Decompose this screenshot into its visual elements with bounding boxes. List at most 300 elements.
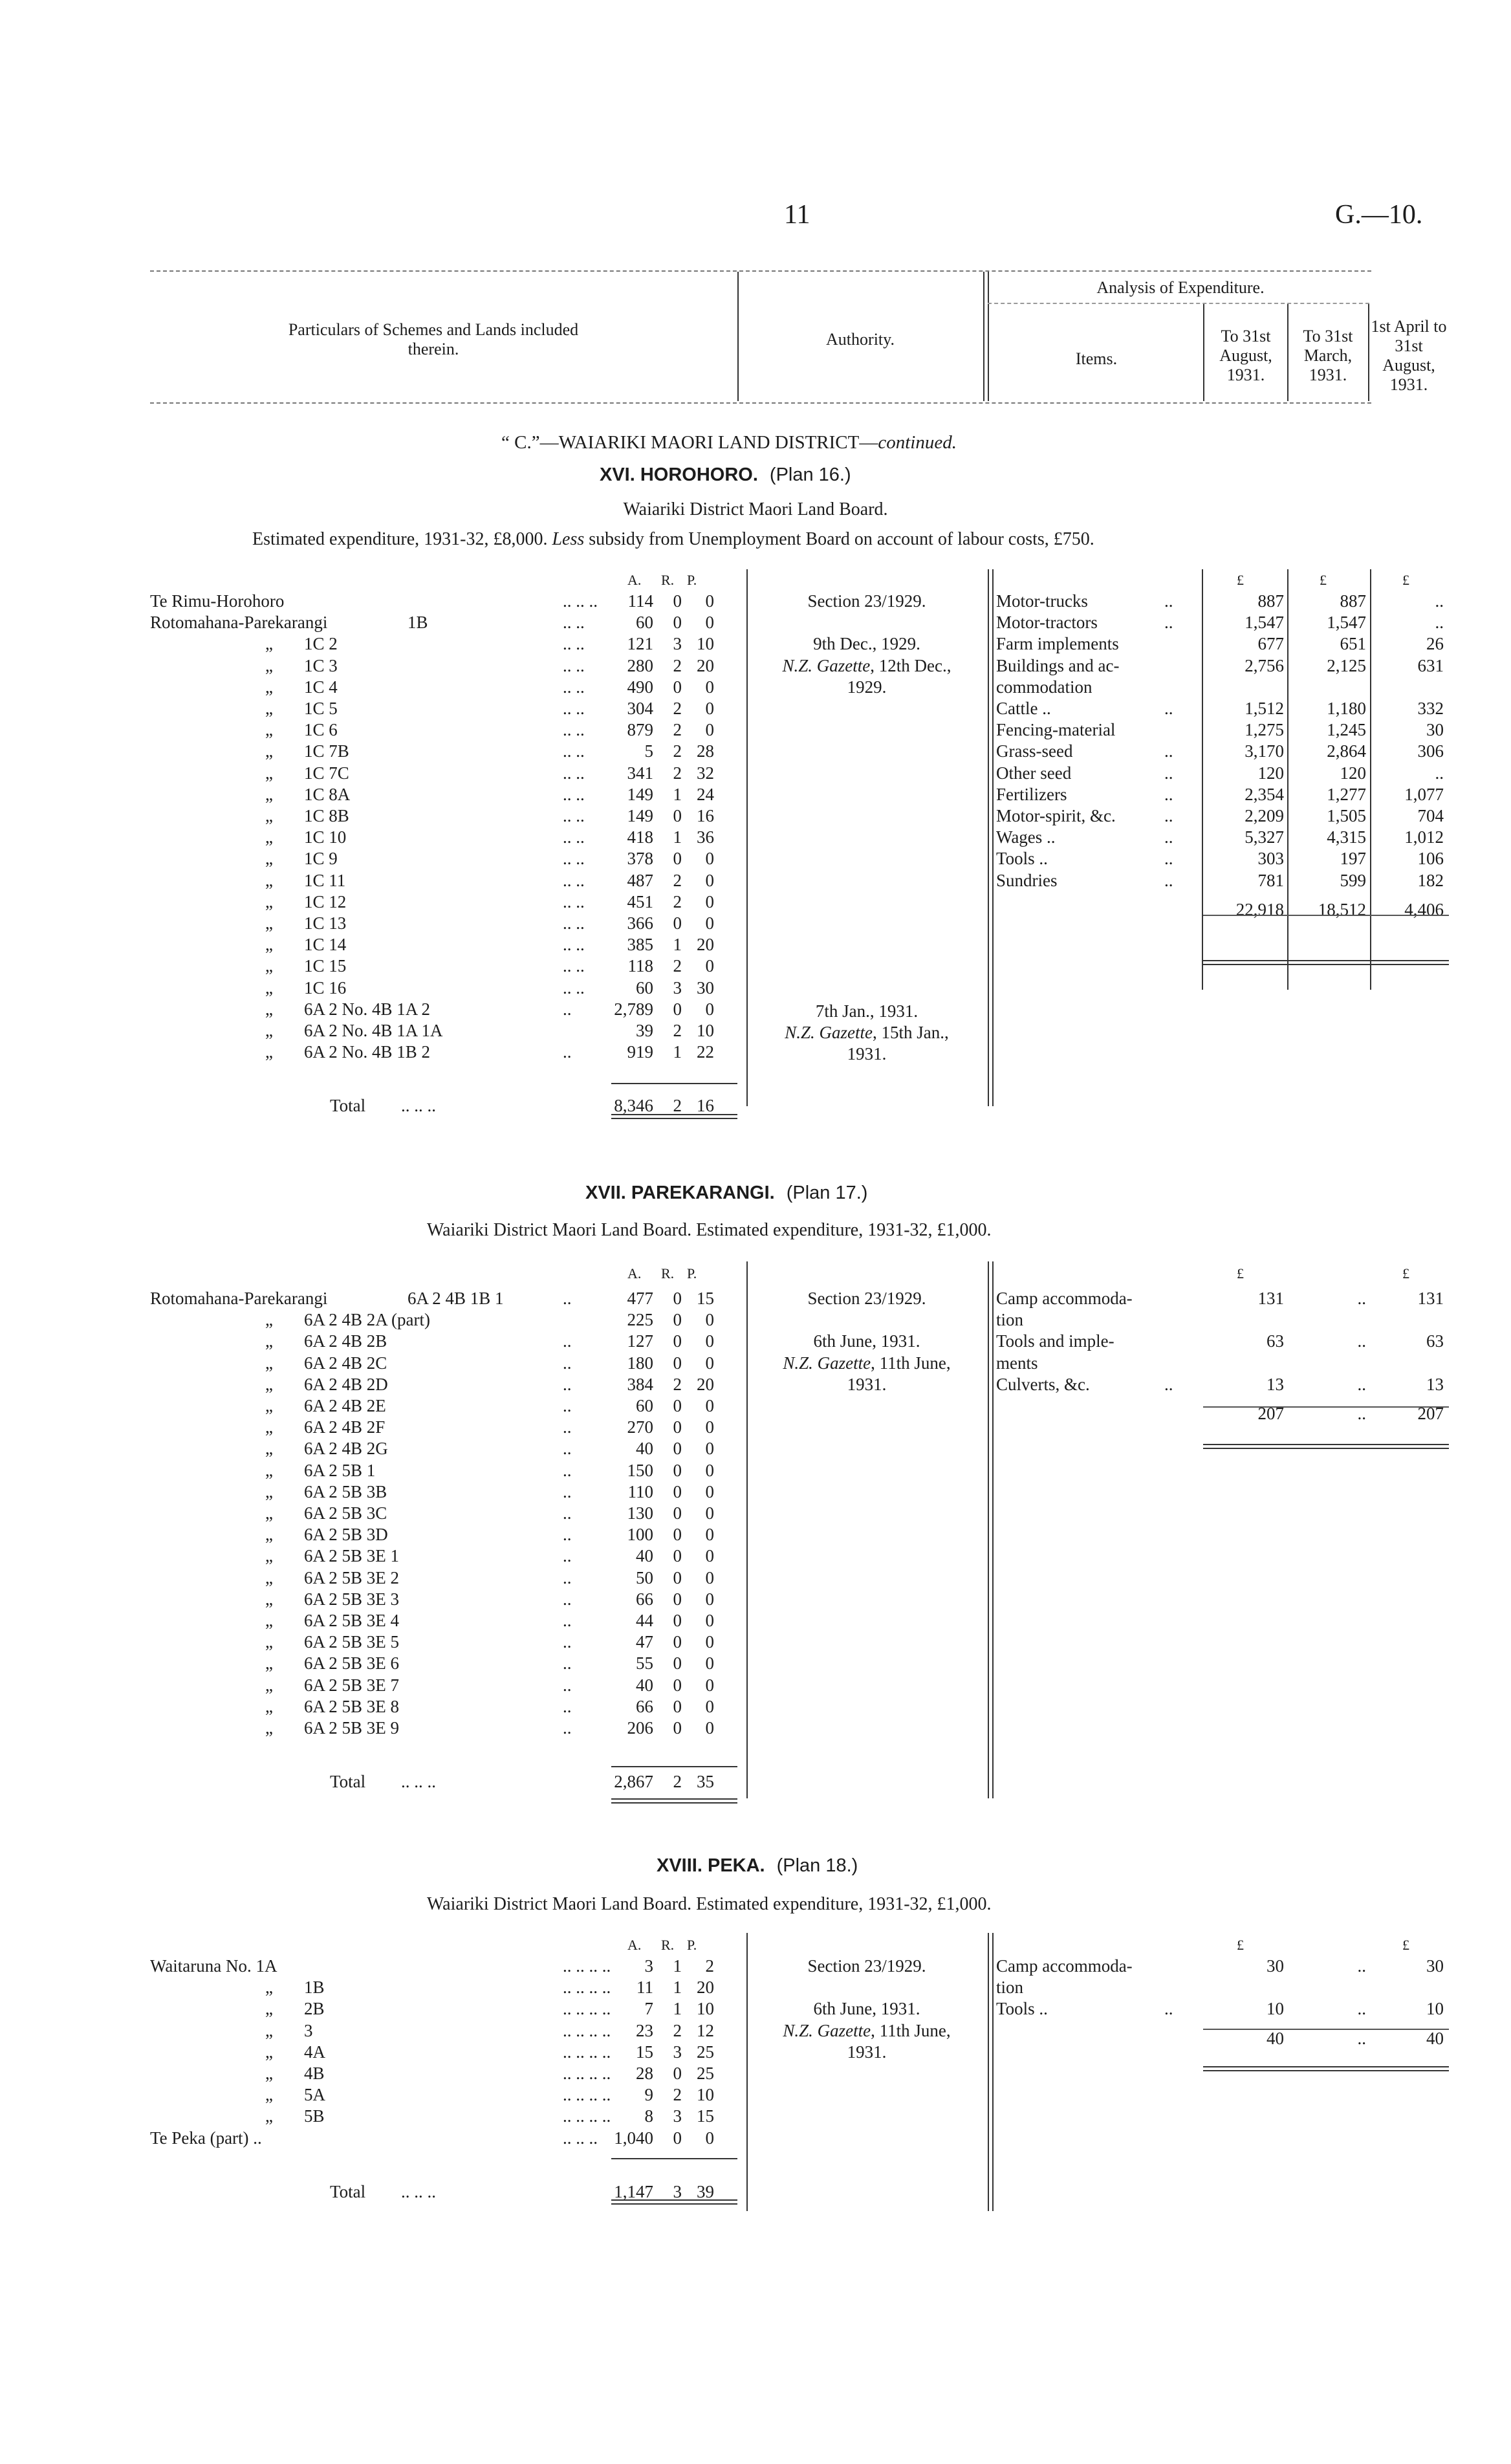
roods: 0	[673, 1611, 682, 1630]
amount-to-31st-march: ..	[1357, 1331, 1366, 1351]
perches: 0	[705, 2128, 714, 2148]
perches: 0	[705, 1718, 714, 1738]
land-row	[0, 1502, 1511, 1524]
land-dots: .. .. ..	[563, 2128, 598, 2148]
amount-to-31st-august: 2,756	[1245, 655, 1284, 675]
authority-text: N.Z. Gazette, 12th Dec.,	[782, 655, 951, 675]
land-dots: .. ..	[563, 763, 585, 783]
land-subdivision: 6A 2 No. 4B 1A 1A	[304, 1021, 443, 1040]
acres: 270	[627, 1417, 653, 1437]
acres: 5	[644, 741, 653, 761]
land-subdivision: 1C 4	[304, 677, 338, 697]
authority-text: N.Z. Gazette, 11th June,	[783, 1353, 951, 1373]
amount-1st-april: 63	[1426, 1331, 1444, 1351]
land-subdivision: 6A 2 5B 3E 8	[304, 1696, 400, 1716]
amount-1st-april: 1,077	[1404, 784, 1444, 804]
land-dots: .. ..	[563, 741, 585, 761]
acres: 1,147	[614, 2181, 653, 2201]
land-name: „	[265, 763, 273, 783]
item-dots: ..	[1164, 784, 1173, 804]
item-label: Fencing-material	[996, 720, 1116, 740]
perches: 0	[705, 1589, 714, 1609]
total-label: Total	[330, 2181, 366, 2201]
acres: 385	[627, 935, 653, 955]
roods: 2	[673, 2085, 682, 2105]
land-row	[0, 2105, 1511, 2127]
land-subdivision: 6A 2 5B 3B	[304, 1481, 387, 1501]
land-dots: ..	[563, 1718, 572, 1738]
land-subdivision: 6A 2 5B 3E 4	[304, 1611, 400, 1630]
amount-to-31st-august: 30	[1266, 1956, 1284, 1976]
land-name: „	[265, 1481, 273, 1501]
perches: 39	[697, 2181, 714, 2201]
land-name: „	[265, 1374, 273, 1394]
header-analysis: Analysis of Expenditure.	[1096, 278, 1265, 297]
land-dots: .. ..	[563, 870, 585, 890]
amount-to-31st-august: 3,170	[1245, 741, 1284, 761]
land-subdivision: 1C 7C	[304, 763, 349, 783]
roods: 3	[673, 2042, 682, 2062]
land-row	[0, 1523, 1511, 1545]
item-dots: ..	[1164, 741, 1173, 761]
currency-label: £	[1237, 1265, 1244, 1281]
roods: 0	[673, 2064, 682, 2083]
land-dots: ..	[563, 1632, 572, 1652]
amount-to-31st-march: 1,180	[1327, 699, 1366, 718]
unit-label: A.	[627, 1937, 642, 1953]
amount-to-31st-march: ..	[1357, 1956, 1366, 1976]
total-1st-april: 207	[1417, 1404, 1444, 1423]
land-dots: ..	[563, 1042, 572, 1062]
amount-to-31st-march: 599	[1340, 870, 1366, 890]
amount-to-31st-august: 5,327	[1245, 827, 1284, 847]
amount-1st-april: 1,012	[1404, 827, 1444, 847]
acres: 40	[636, 1675, 653, 1695]
acres: 366	[627, 913, 653, 933]
land-name: „	[265, 1546, 273, 1566]
land-name: „	[265, 1675, 273, 1695]
land-dots: ..	[563, 1353, 572, 1373]
perches: 25	[697, 2064, 714, 2083]
land-subdivision: 3	[304, 2020, 313, 2040]
authority-line	[0, 1021, 1511, 1043]
expenditure-item	[0, 783, 1511, 805]
roods: 2	[673, 763, 682, 783]
perches: 0	[705, 1653, 714, 1674]
total-to-31st-august: 22,918	[1235, 899, 1284, 919]
item-label: ments	[996, 1353, 1038, 1373]
amount-1st-april: 106	[1417, 849, 1444, 869]
land-dots: ..	[563, 999, 572, 1019]
roods: 0	[673, 1696, 682, 1716]
land-row	[0, 1674, 1511, 1696]
land-subdivision: 6A 2 5B 3E 9	[304, 1718, 400, 1738]
total-1st-april: 4,406	[1404, 899, 1444, 919]
acres: 418	[627, 827, 653, 847]
land-subdivision: 4A	[304, 2042, 325, 2062]
land-name: „	[265, 849, 273, 869]
expenditure-item	[0, 611, 1511, 633]
land-subdivision: 1C 12	[304, 891, 347, 911]
total-dots: .. .. ..	[401, 1772, 436, 1792]
land-subdivision: 6A 2 No. 4B 1A 2	[304, 999, 431, 1019]
land-subdivision: 1C 8A	[304, 784, 351, 804]
land-dots: .. .. .. ..	[563, 2020, 611, 2040]
gazette-name: N.Z. Gazette	[783, 2020, 871, 2040]
item-label: tion	[996, 1978, 1024, 1998]
land-subdivision: 6A 2 4B 2G	[304, 1439, 388, 1459]
land-name: „	[265, 1396, 273, 1415]
total-dots: .. .. ..	[401, 1096, 436, 1116]
total-row	[0, 1095, 1511, 1117]
perches: 0	[705, 591, 714, 611]
land-name: „	[265, 1310, 273, 1330]
amount-to-31st-august: 1,512	[1245, 699, 1284, 718]
land-row	[0, 1481, 1511, 1503]
perches: 28	[697, 741, 714, 761]
amount-to-31st-august: 131	[1257, 1289, 1284, 1308]
roods: 0	[673, 1396, 682, 1415]
amount-1st-april: ..	[1435, 763, 1444, 783]
land-subdivision: 1C 14	[304, 935, 347, 955]
perches: 0	[705, 1632, 714, 1652]
item-label: Motor-spirit, &c.	[996, 806, 1116, 825]
expenditure-item	[0, 676, 1511, 698]
amount-to-31st-march: 1,245	[1327, 720, 1366, 740]
land-name: „	[265, 956, 273, 976]
header-items: Items.	[1075, 349, 1118, 368]
land-dots: ..	[563, 1696, 572, 1716]
perches: 0	[705, 1546, 714, 1566]
total-dots: .. .. ..	[401, 2181, 436, 2201]
section-title: XVI. HOROHORO.	[600, 464, 758, 485]
perches: 10	[697, 1021, 714, 1040]
land-name: „	[265, 827, 273, 847]
roods: 2	[673, 1021, 682, 1040]
land-subdivision: 4B	[304, 2064, 325, 2083]
amount-to-31st-march: ..	[1357, 1374, 1366, 1394]
acres: 8	[644, 2106, 653, 2126]
acres: 100	[627, 1525, 653, 1545]
land-name: „	[265, 977, 273, 998]
gazette-name: N.Z. Gazette	[785, 1023, 873, 1043]
total-to-31st-march: 18,512	[1318, 899, 1366, 919]
land-row	[0, 1567, 1511, 1589]
land-dots: .. .. .. ..	[563, 1978, 611, 1998]
page-number: 11	[784, 200, 810, 230]
land-subdivision: 6A 2 4B 2B	[304, 1331, 387, 1351]
expenditure-total	[0, 899, 1511, 921]
expenditure-item	[0, 1330, 1511, 1352]
land-dots: .. .. .. ..	[563, 2106, 611, 2126]
acres: 384	[627, 1374, 653, 1394]
perches: 35	[697, 1772, 714, 1792]
unit-label: A.	[627, 1265, 642, 1281]
perches: 0	[705, 999, 714, 1019]
currency-label: £	[1320, 572, 1327, 588]
land-dots: .. ..	[563, 613, 585, 633]
header-to-31st-march: To 31st March, 1931.	[1303, 327, 1353, 384]
land-dots: ..	[563, 1481, 572, 1501]
roods: 2	[673, 1374, 682, 1394]
item-label: commodation	[996, 677, 1092, 697]
acres: 60	[636, 977, 653, 998]
item-label: Camp accommoda-	[996, 1289, 1133, 1308]
land-name: „	[265, 2106, 273, 2126]
perches: 0	[705, 1503, 714, 1523]
acres: 304	[627, 699, 653, 718]
item-dots: ..	[1164, 613, 1173, 633]
land-name: „	[265, 1611, 273, 1630]
expenditure-item	[0, 1287, 1511, 1309]
authority-line	[0, 1000, 1511, 1022]
land-dots: ..	[563, 1567, 572, 1587]
item-label: Culverts, &c.	[996, 1374, 1090, 1394]
total-to-31st-august: 207	[1257, 1404, 1284, 1423]
land-name: Rotomahana-Parekarangi	[150, 613, 328, 633]
perches: 36	[697, 827, 714, 847]
perches: 0	[705, 613, 714, 633]
perches: 0	[705, 1353, 714, 1373]
item-dots: ..	[1164, 827, 1173, 847]
total-label: Total	[330, 1096, 366, 1116]
acres: 23	[636, 2020, 653, 2040]
board-estimate: Waiariki District Maori Land Board. Estimated expenditure, 1931-32, £1,000.	[427, 1220, 992, 1240]
acres: 180	[627, 1353, 653, 1373]
land-name: Te Peka (part) ..	[150, 2128, 262, 2148]
roods: 2	[673, 1772, 682, 1792]
item-dots: ..	[1164, 806, 1173, 825]
perches: 0	[705, 1567, 714, 1587]
total-to-31st-august: 40	[1266, 2028, 1284, 2048]
acres: 378	[627, 849, 653, 869]
acres: 3	[644, 1956, 653, 1976]
amount-to-31st-august: 10	[1266, 1999, 1284, 2019]
amount-to-31st-march: 197	[1340, 849, 1366, 869]
roods: 0	[673, 1417, 682, 1437]
land-subdivision: 6A 2 4B 2D	[304, 1374, 388, 1394]
roods: 1	[673, 1999, 682, 2019]
land-dots: ..	[563, 1374, 572, 1394]
acres: 28	[636, 2064, 653, 2083]
perches: 0	[705, 1525, 714, 1545]
plan-ref: (Plan 18.)	[776, 1855, 858, 1876]
roods: 3	[673, 977, 682, 998]
section-title: XVII. PAREKARANGI.	[585, 1183, 775, 1203]
roods: 0	[673, 1353, 682, 1373]
roods: 0	[673, 1567, 682, 1587]
amount-1st-april: ..	[1435, 613, 1444, 633]
acres: 2,789	[614, 999, 653, 1019]
roods: 0	[673, 1546, 682, 1566]
land-name: Waitaruna No. 1A	[150, 1956, 277, 1976]
currency-label: £	[1402, 1937, 1409, 1953]
land-subdivision: 6A 2 5B 3E 2	[304, 1567, 400, 1587]
authority-text: 1929.	[847, 677, 887, 697]
unit-label: P.	[687, 1937, 697, 1953]
land-subdivision: 1C 2	[304, 634, 338, 654]
roods: 2	[673, 1096, 682, 1116]
land-dots: ..	[563, 1675, 572, 1695]
land-subdivision: 2B	[304, 1999, 325, 2019]
expenditure-item	[0, 1352, 1511, 1374]
district-title: “ C.”—WAIARIKI MAORI LAND DISTRICT—continued.	[501, 432, 957, 453]
item-label: Motor-tractors	[996, 613, 1098, 633]
acres: 60	[636, 613, 653, 633]
perches: 10	[697, 2085, 714, 2105]
roods: 3	[673, 2106, 682, 2126]
acres: 341	[627, 763, 653, 783]
land-row	[0, 977, 1511, 999]
perches: 0	[705, 1396, 714, 1415]
roods: 0	[673, 591, 682, 611]
item-dots: ..	[1164, 763, 1173, 783]
amount-1st-april: 30	[1426, 1956, 1444, 1976]
land-name: „	[265, 1503, 273, 1523]
amount-1st-april: 332	[1417, 699, 1444, 718]
roods: 2	[673, 870, 682, 890]
roods: 0	[673, 613, 682, 633]
board-name: Waiariki District Maori Land Board.	[623, 499, 888, 519]
land-name: „	[265, 999, 273, 1019]
acres: 40	[636, 1546, 653, 1566]
acres: 451	[627, 891, 653, 911]
roods: 0	[673, 1718, 682, 1738]
units-row	[0, 1265, 1511, 1287]
perches: 10	[697, 1999, 714, 2019]
perches: 0	[705, 1417, 714, 1437]
acres: 7	[644, 1999, 653, 2019]
land-dots: ..	[563, 1653, 572, 1674]
land-name: „	[265, 2042, 273, 2062]
roods: 0	[673, 1460, 682, 1480]
acres: 490	[627, 677, 653, 697]
land-name: „	[265, 784, 273, 804]
land-name: „	[265, 870, 273, 890]
land-subdivision: 1C 7B	[304, 741, 349, 761]
land-dots: .. ..	[563, 634, 585, 654]
acres: 66	[636, 1589, 653, 1609]
acres: 149	[627, 784, 653, 804]
land-name: „	[265, 1567, 273, 1587]
land-dots: .. ..	[563, 849, 585, 869]
roods: 0	[673, 1589, 682, 1609]
land-dots: .. .. .. ..	[563, 1956, 611, 1976]
roods: 0	[673, 1331, 682, 1351]
acres: 11	[636, 1978, 653, 1998]
item-label: Tools and imple-	[996, 1331, 1114, 1351]
expenditure-item	[0, 1998, 1511, 2020]
roods: 0	[673, 1653, 682, 1674]
item-label: Tools ..	[996, 849, 1048, 869]
amount-to-31st-august: 1,275	[1245, 720, 1284, 740]
plan-ref: (Plan 17.)	[786, 1183, 868, 1203]
amount-1st-april: 131	[1417, 1289, 1444, 1308]
land-name: „	[265, 1417, 273, 1437]
perches: 0	[705, 720, 714, 740]
land-subdivision: 1C 3	[304, 655, 338, 675]
perches: 20	[697, 935, 714, 955]
item-dots: ..	[1164, 849, 1173, 869]
item-label: Sundries	[996, 870, 1058, 890]
perches: 0	[705, 699, 714, 718]
amount-to-31st-march: 4,315	[1327, 827, 1366, 847]
acres: 127	[627, 1331, 653, 1351]
land-subdivision: 6A 2 4B 2E	[304, 1396, 386, 1415]
acres: 50	[636, 1567, 653, 1587]
acres: 477	[627, 1289, 653, 1308]
unit-label: R.	[661, 1265, 675, 1281]
total-row	[0, 2181, 1511, 2203]
roods: 0	[673, 913, 682, 933]
perches: 10	[697, 634, 714, 654]
land-dots: ..	[563, 1546, 572, 1566]
expenditure-total	[0, 2027, 1511, 2049]
amount-to-31st-august: 2,209	[1245, 806, 1284, 825]
roods: 2	[673, 956, 682, 976]
amount-to-31st-march: 2,864	[1327, 741, 1366, 761]
item-label: Cattle ..	[996, 699, 1051, 718]
land-name: „	[265, 806, 273, 825]
amount-1st-april: 30	[1426, 720, 1444, 740]
land-name: „	[265, 677, 273, 697]
amount-to-31st-august: 303	[1257, 849, 1284, 869]
land-row	[0, 1695, 1511, 1717]
roods: 2	[673, 655, 682, 675]
expenditure-item	[0, 590, 1511, 612]
acres: 60	[636, 1396, 653, 1415]
total-1st-april: 40	[1426, 2028, 1444, 2048]
roods: 2	[673, 699, 682, 718]
land-subdivision: 1C 16	[304, 977, 347, 998]
amount-to-31st-august: 120	[1257, 763, 1284, 783]
land-row	[0, 1652, 1511, 1674]
header-to-31st-august: To 31st August, 1931.	[1219, 327, 1272, 384]
land-dots: ..	[563, 1503, 572, 1523]
amount-to-31st-march: 120	[1340, 763, 1366, 783]
roods: 1	[673, 1042, 682, 1062]
land-subdivision: 1C 8B	[304, 806, 349, 825]
roods: 1	[673, 784, 682, 804]
land-name: „	[265, 1653, 273, 1674]
land-dots: .. .. .. ..	[563, 2042, 611, 2062]
roods: 1	[673, 935, 682, 955]
amount-to-31st-march: 651	[1340, 634, 1366, 654]
authority-text: 1931.	[847, 2042, 887, 2062]
land-subdivision: 1C 11	[304, 870, 346, 890]
amount-1st-april: 10	[1426, 1999, 1444, 2019]
unit-label: A.	[627, 572, 642, 588]
roods: 0	[673, 1503, 682, 1523]
acres: 150	[627, 1460, 653, 1480]
expenditure-item	[0, 847, 1511, 869]
perches: 0	[705, 1310, 714, 1330]
authority-text: Section 23/1929.	[807, 1289, 926, 1308]
roods: 2	[673, 2020, 682, 2040]
item-label: Wages ..	[996, 827, 1056, 847]
amount-1st-april: ..	[1435, 591, 1444, 611]
land-name: „	[265, 1042, 273, 1062]
land-row	[0, 1588, 1511, 1610]
total-to-31st-march: ..	[1357, 2028, 1366, 2048]
land-dots: .. ..	[563, 977, 585, 998]
land-row	[0, 1459, 1511, 1481]
section-title: XVIII. PEKA.	[657, 1855, 765, 1876]
land-subdivision: 6A 2 5B 3E 6	[304, 1653, 400, 1674]
amount-to-31st-march: 1,505	[1327, 806, 1366, 825]
roods: 3	[673, 2181, 682, 2201]
unit-label: P.	[687, 572, 697, 588]
